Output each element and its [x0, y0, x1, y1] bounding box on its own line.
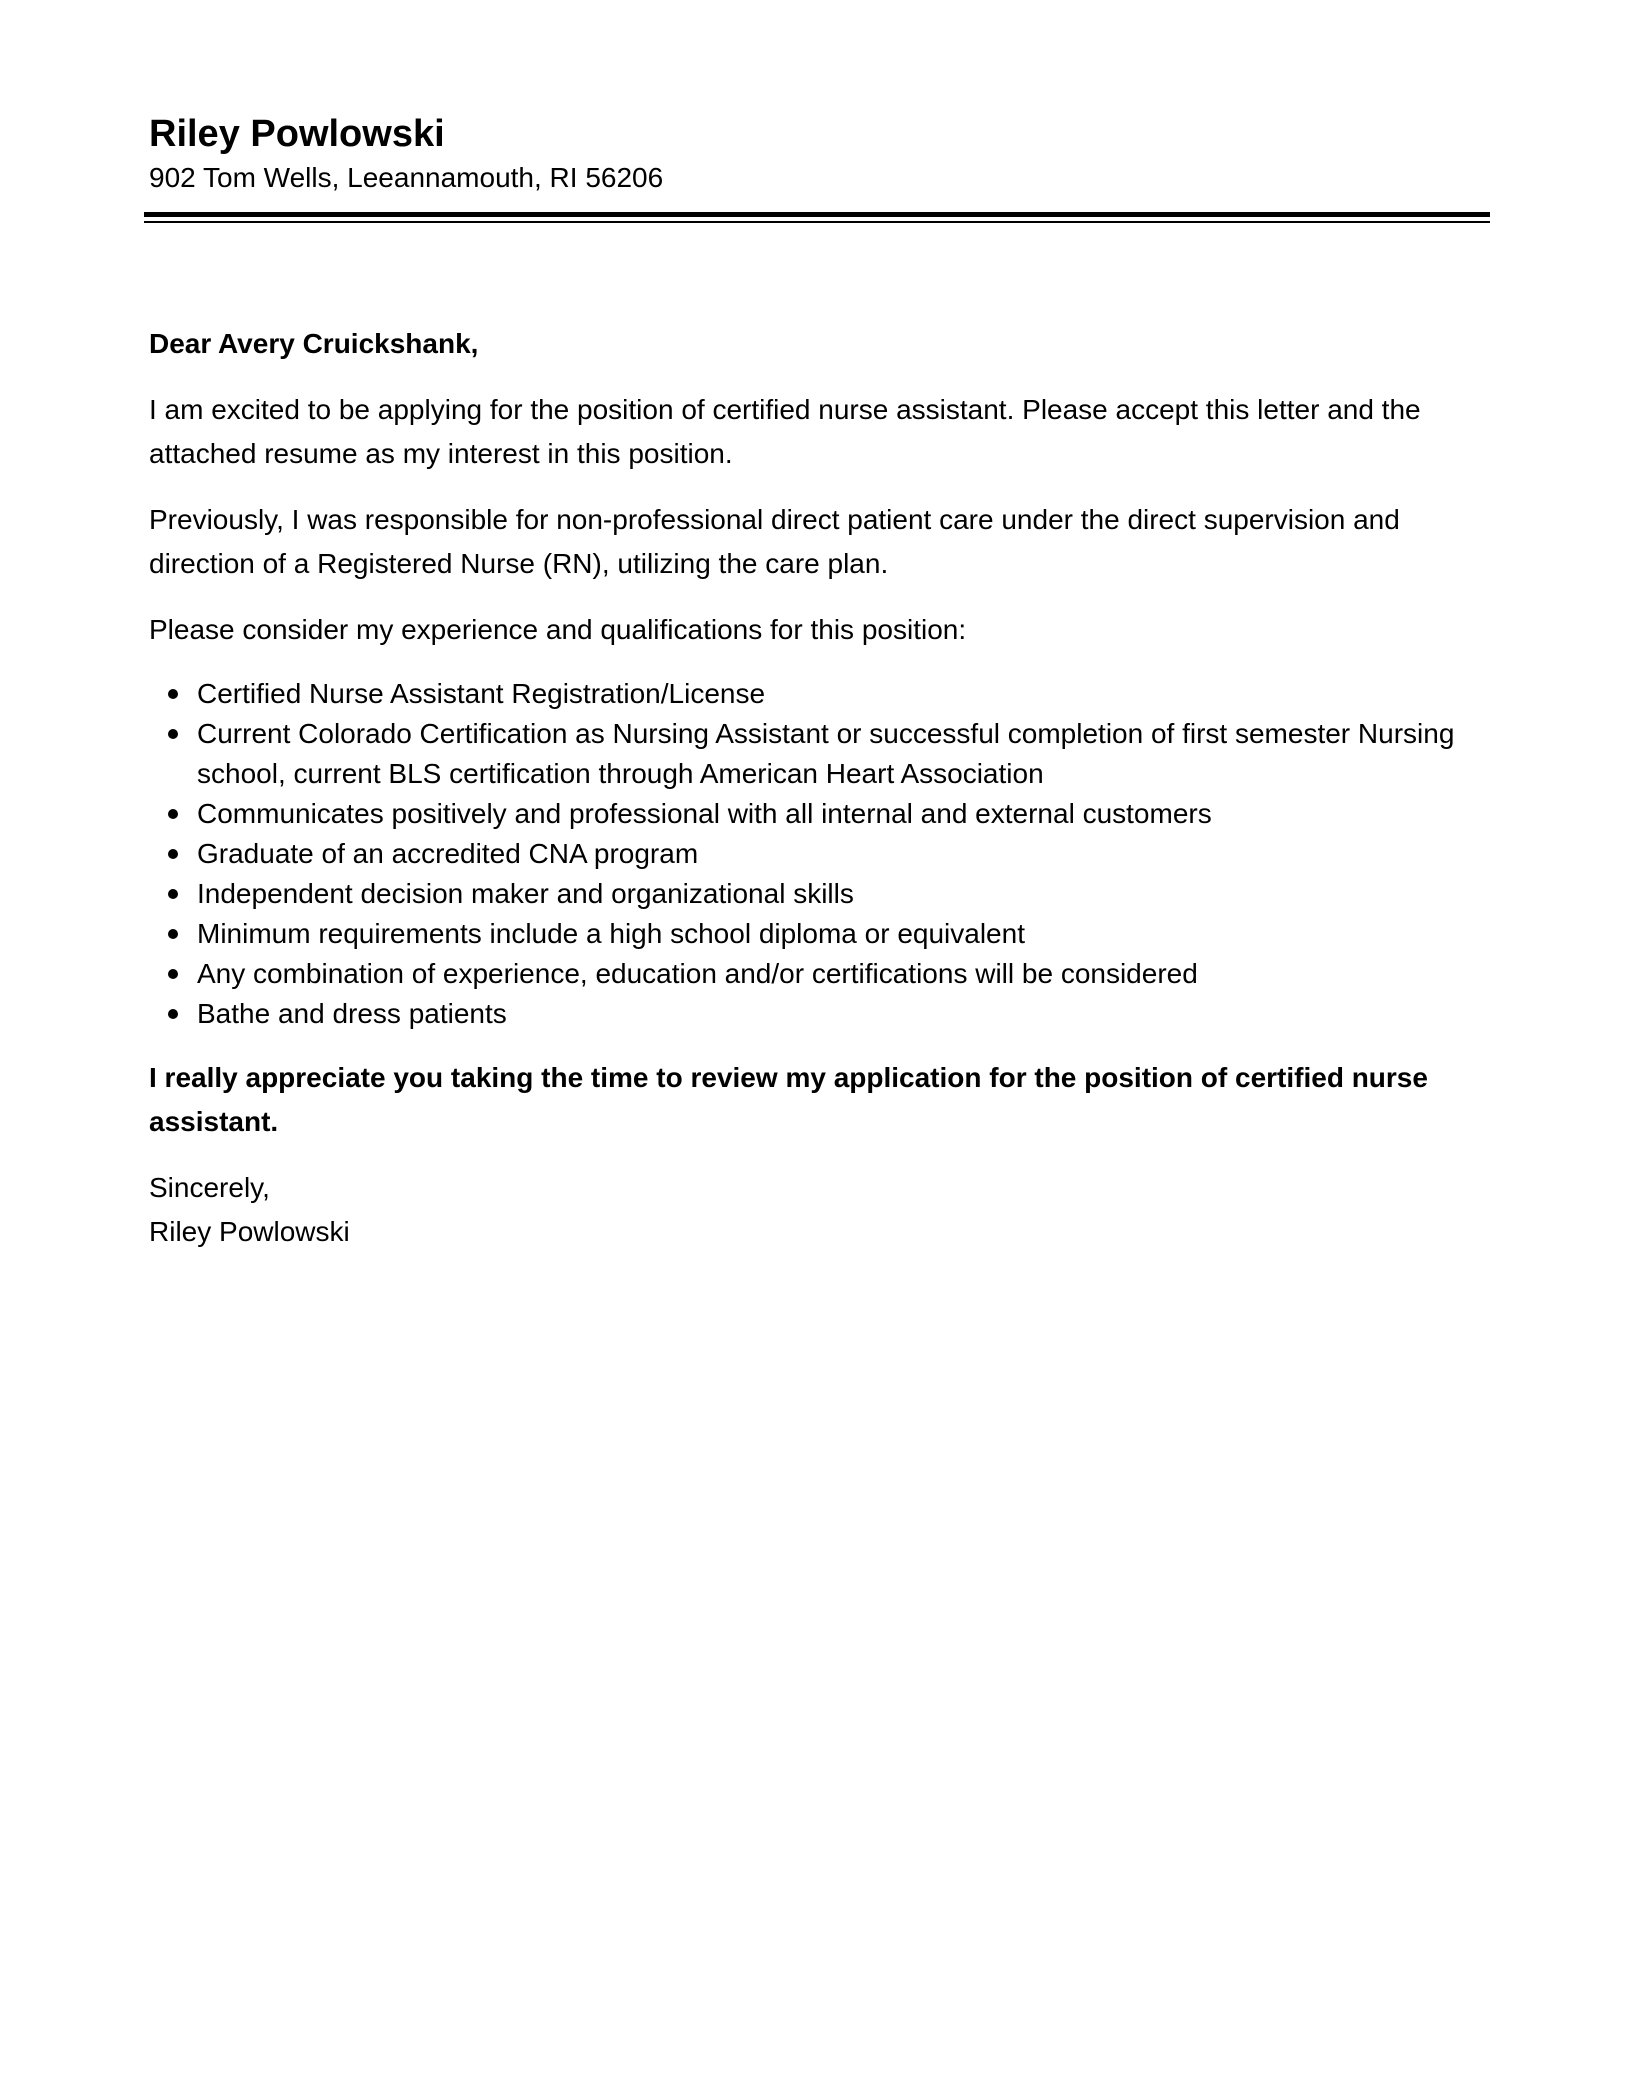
- list-item: Current Colorado Certification as Nursing Assistant or successful completion of first semester Nursing school, current BLS certification through American Heart Association: [197, 714, 1489, 794]
- list-item: Certified Nurse Assistant Registration/License: [197, 674, 1489, 714]
- intro-paragraph: I am excited to be applying for the position of certified nurse assistant. Please accept this letter and the attached resume as my interest in this position.: [149, 394, 1421, 469]
- experience-paragraph: Previously, I was responsible for non-professional direct patient care under the direct supervision and direction of a Registered Nurse (RN), utilizing the care plan.: [149, 504, 1400, 579]
- closing-statement: I really appreciate you taking the time to review my application for the position of certified nurse assistant.: [149, 1062, 1428, 1137]
- qualifications-intro: Please consider my experience and qualifications for this position:: [149, 614, 967, 645]
- sender-name: Riley Powlowski: [149, 113, 445, 155]
- sender-address: 902 Tom Wells, Leeannamouth, RI 56206: [149, 162, 664, 193]
- list-item: Independent decision maker and organizational skills: [197, 874, 1489, 914]
- list-item: Graduate of an accredited CNA program: [197, 834, 1489, 874]
- list-item: Communicates positively and professional with all internal and external customers: [197, 794, 1489, 834]
- header-divider-thick: [144, 212, 1490, 217]
- signoff: [149, 1166, 1489, 1254]
- valediction: Sincerely,: [149, 1172, 270, 1203]
- letter-header: [149, 112, 1489, 196]
- qualifications-list: [149, 674, 1489, 1034]
- letter-body: [149, 322, 1489, 1254]
- header-divider-thin: [144, 221, 1490, 223]
- list-item: Minimum requirements include a high school diploma or equivalent: [197, 914, 1489, 954]
- greeting: Dear Avery Cruickshank,: [149, 328, 479, 359]
- list-item: Bathe and dress patients: [197, 994, 1489, 1034]
- signature-name: Riley Powlowski: [149, 1216, 350, 1247]
- list-item: Any combination of experience, education and/or certifications will be considered: [197, 954, 1489, 994]
